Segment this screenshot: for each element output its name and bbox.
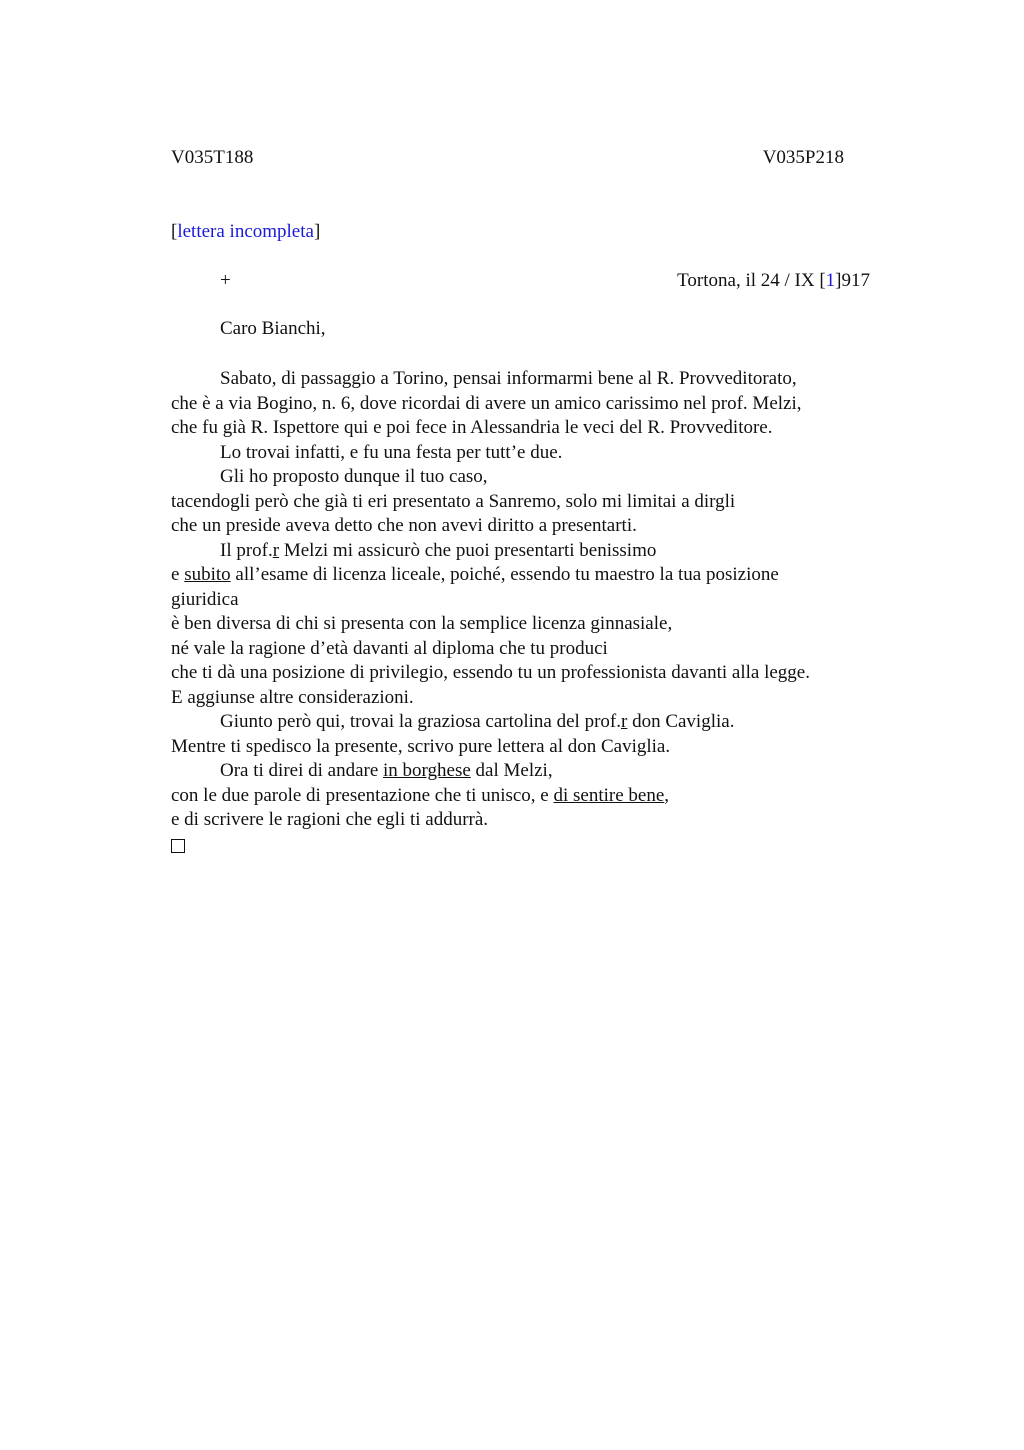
letter-line bbox=[171, 759, 871, 784]
line-segment: Ora ti direi di andare bbox=[220, 760, 384, 781]
letter-line bbox=[171, 784, 871, 809]
note-text: lettera incompleta bbox=[177, 221, 314, 242]
letter-line: Gli ho proposto dunque il tuo caso, bbox=[220, 466, 488, 487]
letter-line bbox=[171, 710, 871, 735]
letter-line: che un preside aveva detto che non avevi diritto a presentarti. bbox=[171, 515, 637, 536]
date-prefix: Tortona, il 24 / IX [ bbox=[677, 270, 826, 291]
editorial-note bbox=[171, 221, 320, 243]
dateline bbox=[677, 270, 870, 292]
line-segment: Giunto però qui, trovai la graziosa cartolina del prof. bbox=[220, 711, 621, 732]
letter-line: E aggiunse altre considerazioni. bbox=[171, 686, 414, 708]
letter-line: Sabato, di passaggio a Torino, pensai informarmi bene al R. Provveditorato, bbox=[220, 368, 797, 389]
letter-line: giuridica bbox=[171, 588, 239, 610]
line-segment: , bbox=[664, 784, 670, 806]
letter-line: e di scrivere le ragioni che egli ti addurrà. bbox=[171, 809, 489, 830]
line-segment: con le due parole di presentazione che ti unisco, e bbox=[171, 784, 554, 806]
letter-line: che ti dà una posizione di privilegio, essendo tu un professionista davanti alla legge. bbox=[171, 662, 810, 683]
document-code-right: V035P218 bbox=[762, 147, 844, 168]
letter-line bbox=[171, 539, 871, 564]
date-editorial-insert: 1 bbox=[825, 270, 836, 291]
underlined-phrase: in borghese bbox=[383, 760, 471, 781]
underlined-word: subito bbox=[184, 564, 231, 585]
underlined-phrase: di sentire bene bbox=[553, 784, 665, 806]
line-segment: dal Melzi, bbox=[470, 760, 553, 781]
letter-line: né vale la ragione d’età davanti al diploma che tu produci bbox=[171, 637, 608, 659]
underlined-superscript-r: r bbox=[272, 539, 280, 561]
letter-line: è ben diversa di chi si presenta con la semplice licenza ginnasiale, bbox=[171, 613, 673, 634]
line-segment: e bbox=[171, 564, 185, 585]
letter-line: tacendogli però che già ti eri presentato a Sanremo, solo mi limitai a dirgli bbox=[171, 490, 736, 512]
note-open-bracket: [ bbox=[171, 221, 178, 242]
cross-symbol: + bbox=[220, 270, 231, 291]
note-close-bracket: ] bbox=[313, 221, 321, 242]
letter-line: che fu già R. Ispettore qui e poi fece in Alessandria le veci del R. Provveditore. bbox=[171, 417, 773, 438]
line-segment: Melzi mi assicurò che puoi presentarti benissimo bbox=[279, 539, 657, 561]
underlined-superscript-r: r bbox=[620, 711, 628, 732]
line-segment: don Caviglia. bbox=[627, 711, 735, 732]
letter-line: Lo trovai infatti, e fu una festa per tutt’e due. bbox=[220, 441, 563, 463]
letter-body bbox=[171, 367, 871, 857]
letter-line: che è a via Bogino, n. 6, dove ricordai di avere un amico carissimo nel prof. Melzi, bbox=[171, 392, 802, 414]
date-suffix: ]917 bbox=[835, 270, 870, 291]
letter-line bbox=[171, 563, 871, 588]
line-segment: Il prof. bbox=[220, 539, 273, 561]
end-square-icon bbox=[171, 839, 185, 853]
line-segment: all’esame di licenza liceale, poiché, essendo tu maestro la tua posizione bbox=[230, 564, 779, 585]
salutation: Caro Bianchi, bbox=[220, 318, 326, 339]
document-code-left: V035T188 bbox=[171, 147, 254, 168]
end-marker bbox=[171, 833, 871, 858]
letter-line: Mentre ti spedisco la presente, scrivo pure lettera al don Caviglia. bbox=[171, 735, 671, 757]
